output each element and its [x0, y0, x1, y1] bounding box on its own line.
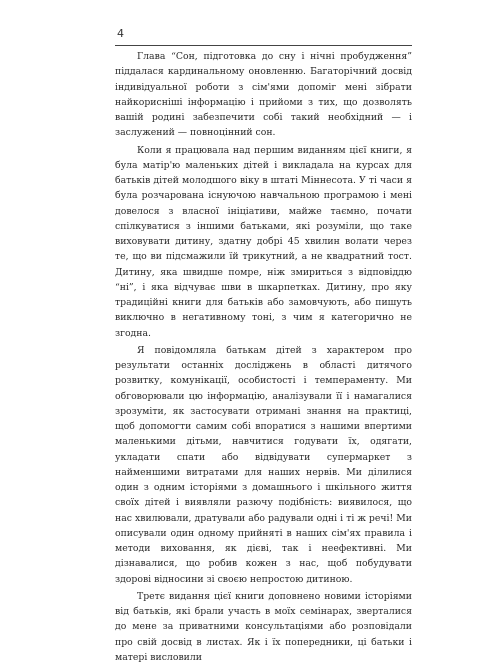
page-number: 4 — [117, 27, 124, 40]
body-text — [115, 49, 412, 665]
paragraph: Глава “Сон, підготовка до сну і нічні пробудження” піддалася кардинальному оновленню. Багаторічний досвід індивідуальної роботи з сім'ями допоміг мені зібрати найкорисніші інформацію і прийоми з тих, що дозволять вашій родині забезпечити собі такий необхідний — і заслужений — повноцінний сон. — [115, 51, 412, 139]
header-rule — [115, 45, 412, 46]
paragraph: Я повідомляла батькам дітей з характером про результати останніх досліджень в області дитячого розвитку, комунікації, особистості і темпераменту. Ми обговорювали цю інформацію, аналізували її і намагалися зрозуміти, як застосувати отримані знання на практиці, щоб допомогти самим собі впоратися з нашими впертими маленькими дітьми, навчитися годувати їх, одягати, укладати спати або відвідувати супермаркет з найменшими витратами для наших нервів. Ми ділилися один з одним історіями з домашнього і шкільного життя своїх дітей і виявляли разючу подібність: виявилося, що нас хвилювали, дратували або радували одні і ті ж речі! Ми описували один одному прийняті в наших сім'ях правила і методи виховання, як дієві, так і неефективні. Ми дізнавалися, що робив кожен з нас, щоб побудувати здорові відносини зі своєю непростою дитиною. — [115, 344, 412, 585]
paragraph: Коли я працювала над першим виданням цієї книги, я була матір'ю маленьких дітей і викладала на курсах для батьків дітей молодшого віку в штаті Міннесота. У ті часи я була розчарована існуючою навчальною програмою і мені довелося з власної ініціативи, майже таємно, почати спілкуватися з іншими батьками, які розуміли, що таке виховувати дитину, здатну добрі 45 хвилин волати через те, що ви підсмажили їй трикутний, а не квадратний тост. Дитину, яка швидше помре, ніж змириться з відповіддю “ні”, і яка відчуває шви в шкарпетках. Дитину, про яку традиційні книги для батьків або замовчують, або пишуть виключно в негативному тоні, з чим я категорично не згодна. — [115, 144, 412, 339]
paragraph: Третє видання цієї книги доповнено новими історіями від батьків, які брали участь в моїх семінарах, зверталися до мене за приватними консультаціями або розповідали про свій досвід в листах. Як і їх попередники, ці батьки і матері висловили — [115, 590, 412, 663]
